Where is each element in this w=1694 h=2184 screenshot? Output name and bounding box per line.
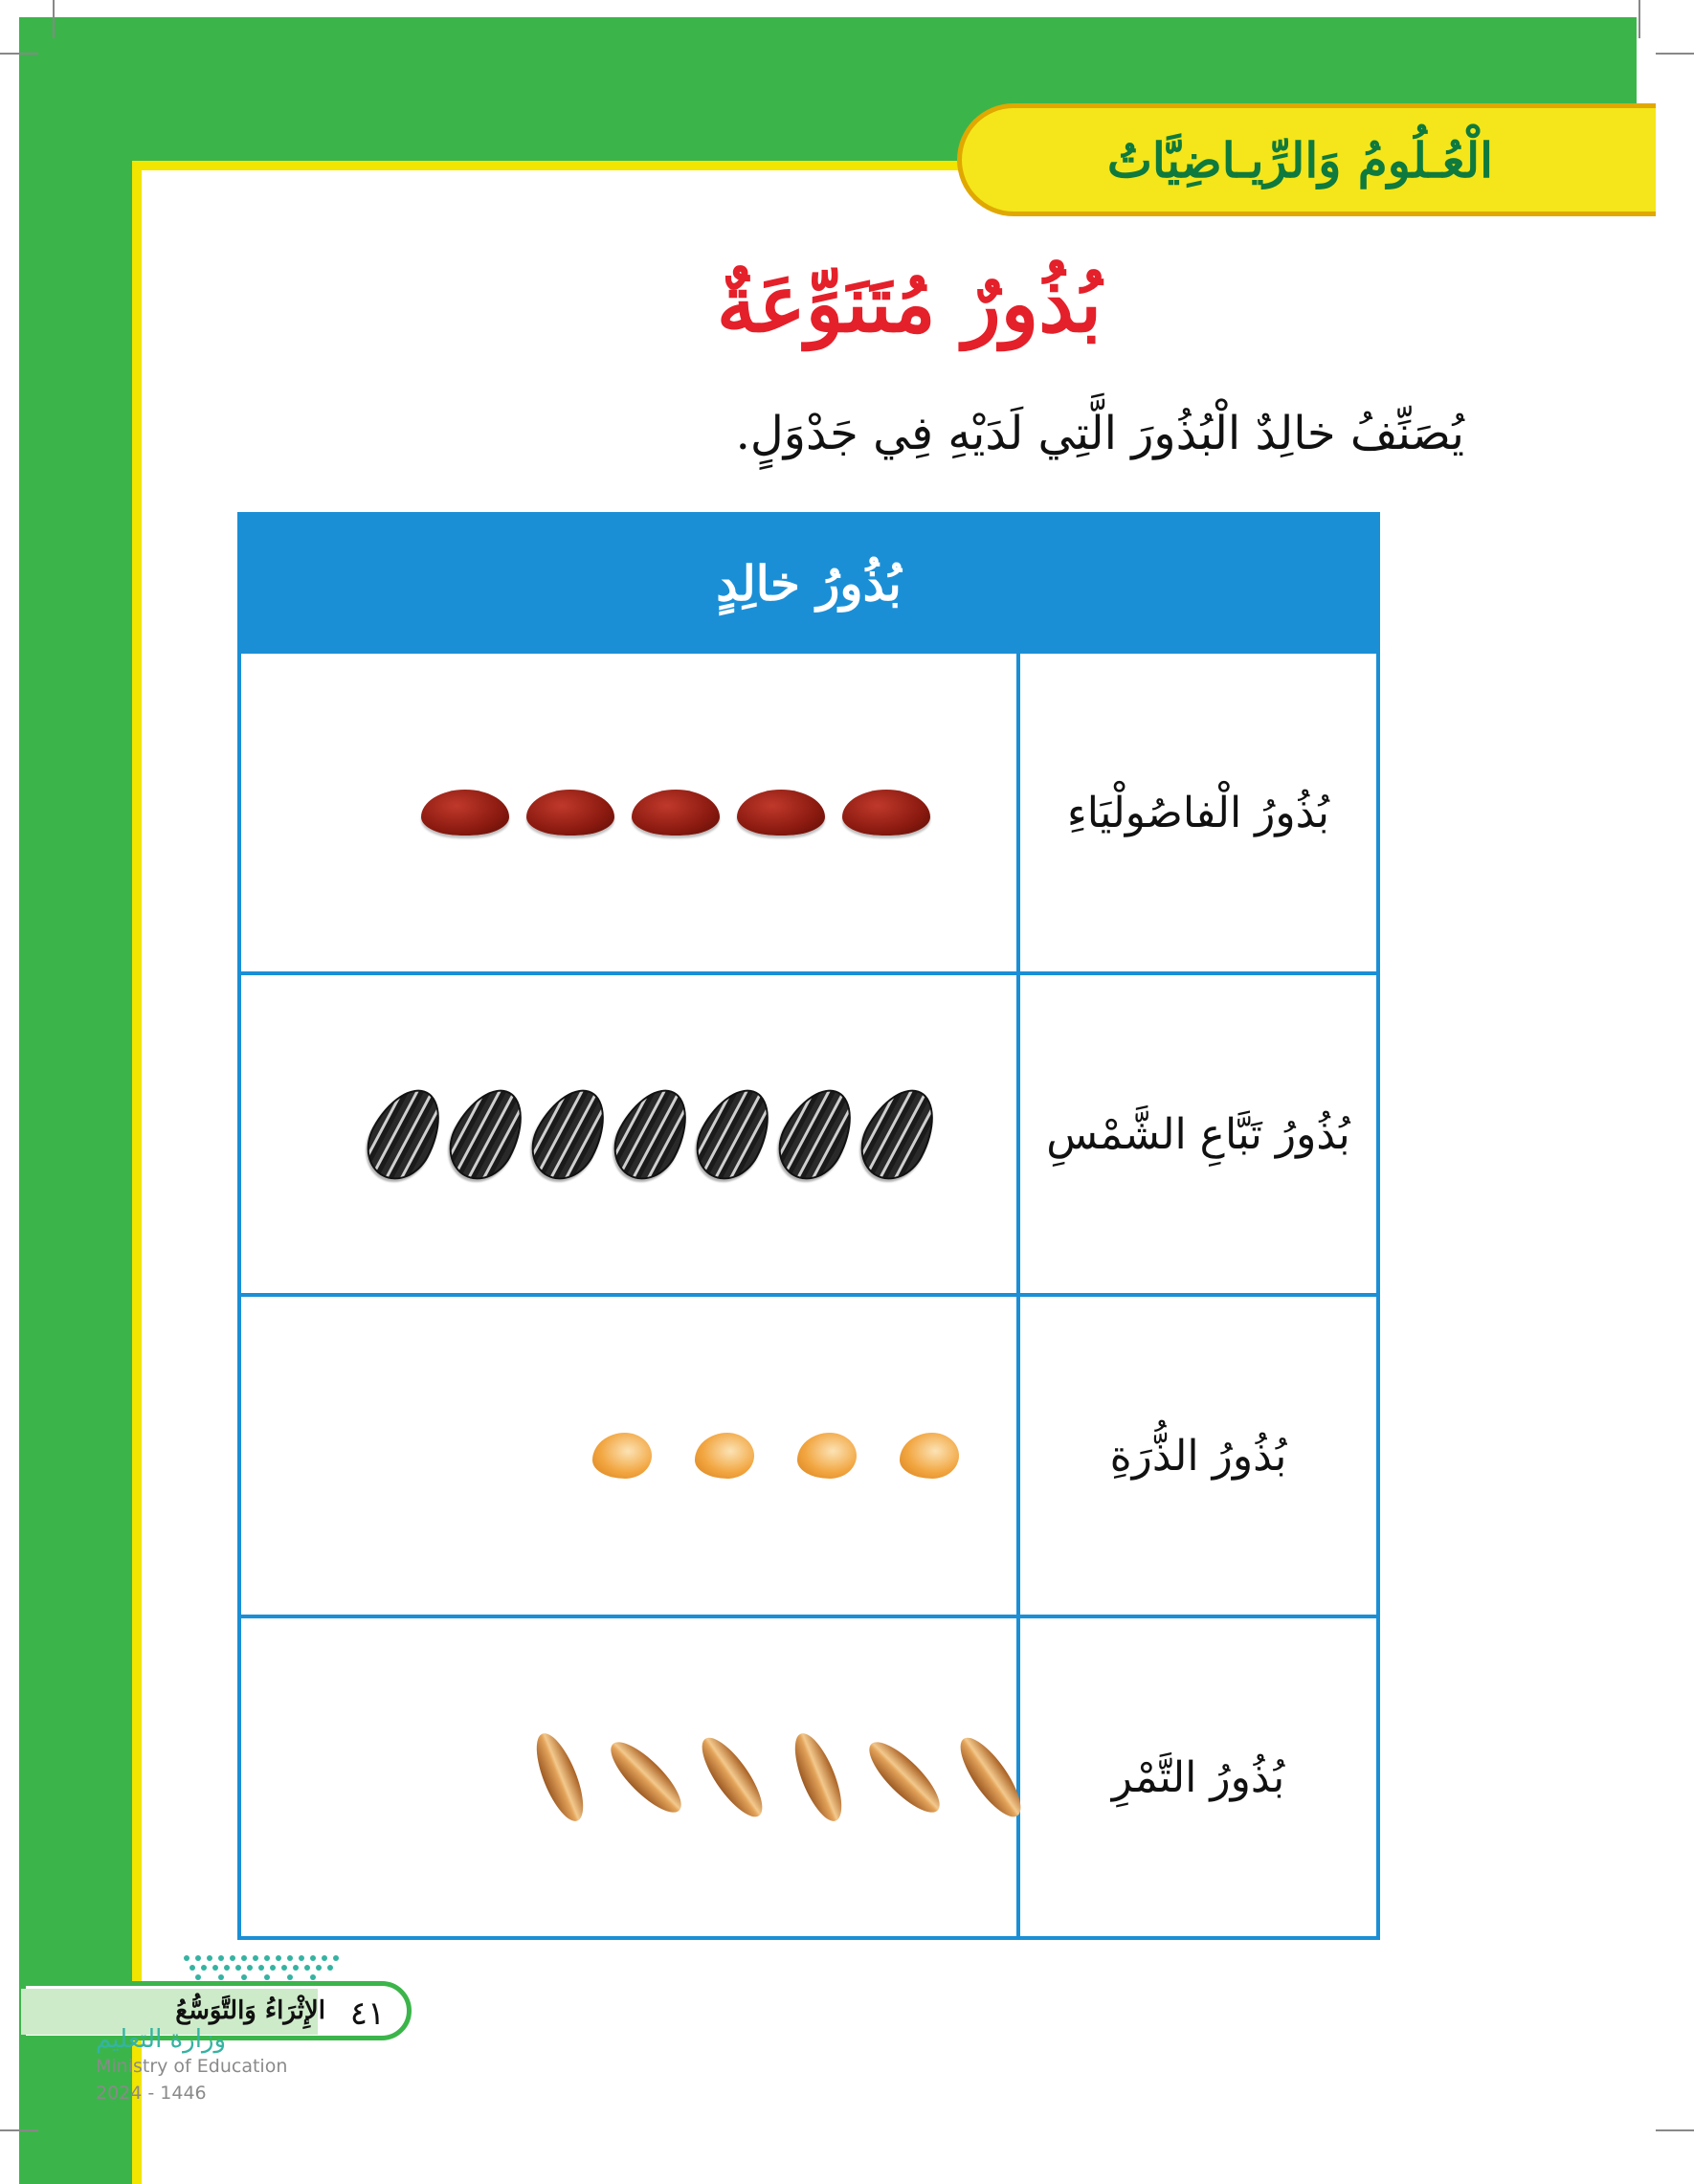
kidney-bean-icon: [737, 790, 825, 836]
ministry-name-en: Ministry of Education: [96, 2056, 288, 2077]
date-seed-icon: [601, 1732, 690, 1821]
corn-group: [549, 1433, 959, 1479]
date-seed-icon: [786, 1727, 851, 1827]
crop-mark: [0, 53, 38, 55]
kidney-bean-icon: [421, 790, 509, 836]
table-row: [239, 652, 1378, 973]
page-number: ٤١: [349, 1995, 386, 2033]
table-row: [239, 1295, 1378, 1616]
sunflower-seed-icon: [766, 1077, 866, 1191]
row-label-beans: بُذُورُ الْفاصُولْيَاءِ: [1018, 652, 1378, 973]
row-label-corn: بُذُورُ الذُّرَةِ: [1018, 1295, 1378, 1616]
corn-kernel-icon: [900, 1433, 959, 1479]
footer-section-label: الإِثْرَاءُ وَالتَّوَسُّعُ: [175, 1996, 325, 2025]
row-label-dates: بُذُورُ التَّمْرِ: [1018, 1616, 1378, 1938]
crop-mark: [1638, 0, 1640, 38]
date-seed-icon: [527, 1727, 592, 1827]
sunflower-seed-icon: [519, 1077, 619, 1191]
ministry-logo-dots: [177, 1952, 359, 1981]
date-seed-icon: [859, 1732, 948, 1821]
crop-mark: [1656, 2129, 1694, 2131]
dates-group: [490, 1730, 1007, 1824]
crop-mark: [0, 2129, 38, 2131]
sunflower-group: [354, 1086, 930, 1182]
sunflower-seed-icon: [683, 1077, 784, 1191]
kidney-bean-icon: [526, 790, 614, 836]
row-seeds-beans: [239, 652, 1018, 973]
row-seeds-corn: [239, 1295, 1018, 1616]
subject-banner-text: الْعُـلُومُ وَالرِّيـاضِيَّاتُ: [1106, 131, 1493, 189]
crop-mark: [53, 0, 55, 38]
corn-kernel-icon: [695, 1433, 754, 1479]
subject-banner: [957, 103, 1656, 216]
seeds-table: [237, 512, 1380, 1940]
page-title: بُذُورٌ مُتَنَوِّعَةٌ: [716, 258, 1103, 350]
kidney-bean-icon: [842, 790, 930, 836]
table-row: [239, 973, 1378, 1295]
ministry-year: 2024 - 1446: [96, 2083, 207, 2104]
row-seeds-sunflower: [239, 973, 1018, 1295]
crop-mark: [1656, 53, 1694, 55]
beans-group: [404, 790, 930, 836]
kidney-bean-icon: [632, 790, 720, 836]
table-row: [239, 1616, 1378, 1938]
sunflower-seed-icon: [436, 1077, 537, 1191]
sunflower-seed-icon: [601, 1077, 702, 1191]
sunflower-seed-icon: [354, 1077, 455, 1191]
row-label-sunflower: بُذُورُ تَبَّاعِ الشَّمْسِ: [1018, 973, 1378, 1295]
ministry-name-ar: وزارة التعليم: [96, 2025, 227, 2054]
table-header: بُذُورُ خالِدٍ: [239, 514, 1378, 652]
date-seed-icon: [692, 1729, 772, 1825]
table-header-row: [239, 514, 1378, 652]
row-seeds-dates: [239, 1616, 1018, 1938]
sunflower-seed-icon: [848, 1077, 948, 1191]
instruction-text: يُصَنِّفُ خالِدٌ الْبُذُورَ الَّتِي لَدَيْهِ فِي جَدْوَلٍ.: [735, 407, 1464, 460]
corn-kernel-icon: [797, 1433, 857, 1479]
corn-kernel-icon: [592, 1433, 652, 1479]
